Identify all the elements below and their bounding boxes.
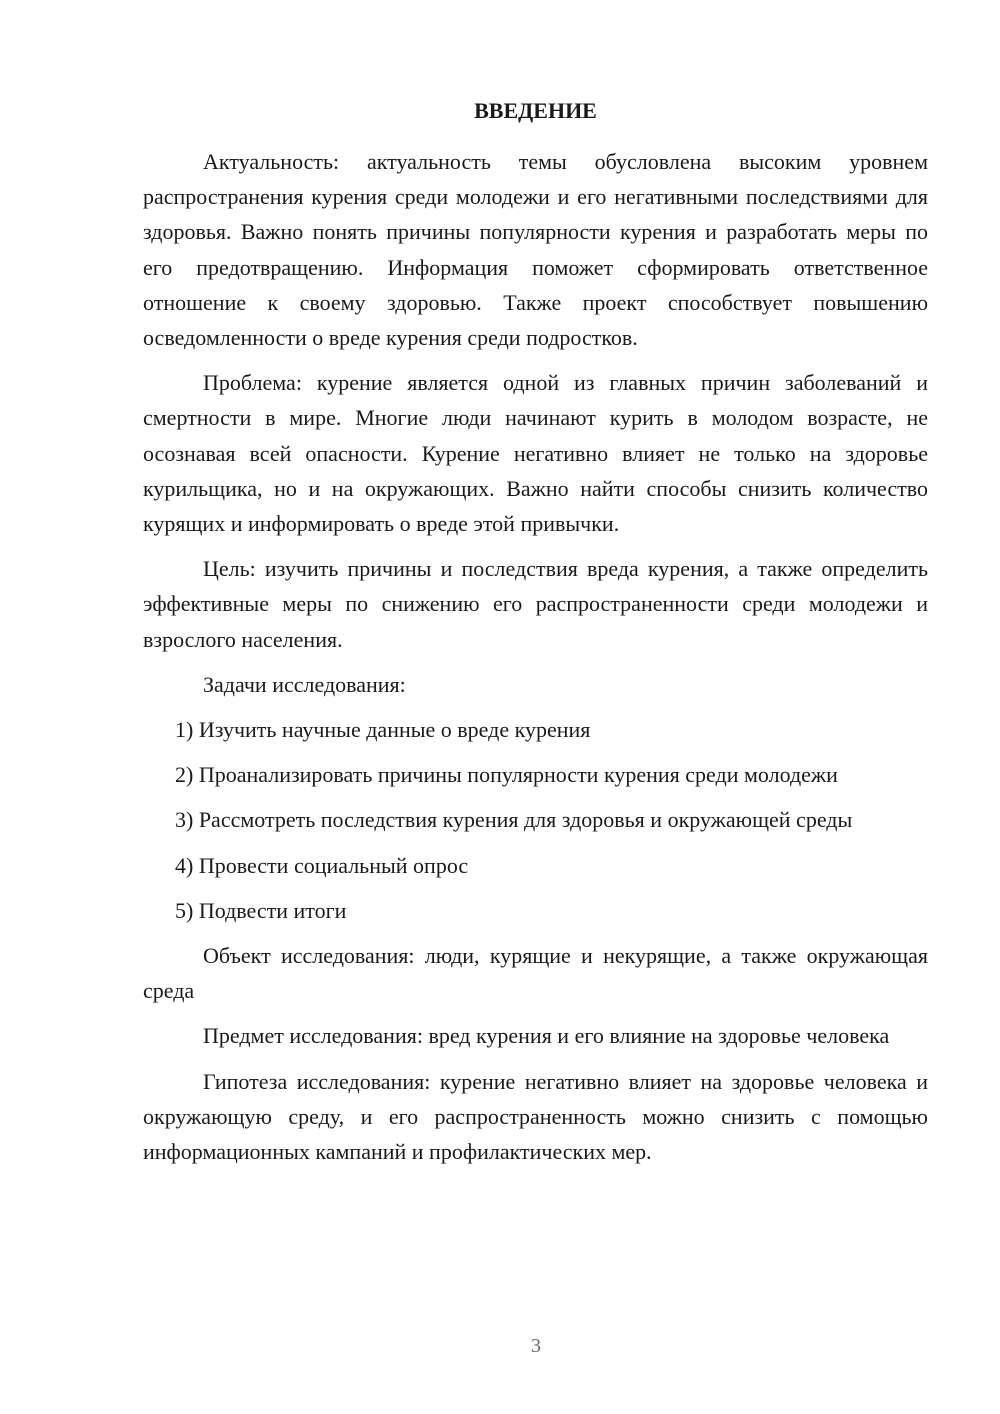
tasks-list — [143, 712, 928, 928]
list-item: 2) Проанализировать причины популярности курения среди молодежи — [175, 762, 838, 788]
object-paragraph: Объект исследования: люди, курящие и некурящие, а также окружающая среда — [143, 943, 928, 1004]
subject-paragraph: Предмет исследования: вред курения и его влияние на здоровье человека — [203, 1023, 890, 1049]
list-item: 4) Провести социальный опрос — [175, 852, 469, 878]
section-heading: ВВЕДЕНИЕ — [474, 98, 597, 123]
list-item: 3) Рассмотреть последствия курения для здоровья и окружающей среды — [175, 807, 853, 833]
tasks-title: Задачи исследования: — [203, 671, 406, 697]
hypothesis-paragraph: Гипотеза исследования: курение негативно влияет на здоровье человека и окружающую среду, и его распространенность можно снизить с помощью информационных кампаний и профилактических мер. — [143, 1068, 928, 1165]
list-item: 5) Подвести итоги — [175, 897, 347, 923]
document-page — [143, 96, 928, 1179]
relevance-paragraph: Актуальность: актуальность темы обусловлена высоким уровнем распространения курения среди молодежи и его негативными последствиями для здоровья. Важно понять причины популярности курения и разработать меры по его предотвращению. Информация поможет сформировать ответственное отношение к своему здоровью. Также проект способствует повышению осведомленности о вреде курения среди подростков. — [143, 149, 928, 351]
problem-paragraph: Проблема: курение является одной из главных причин заболеваний и смертности в мире. Многие люди начинают курить в молодом возрасте, не осознавая всей опасности. Курение негативно влияет не только на здоровье курильщика, но и на окружающих. Важно найти способы снизить количество курящих и информировать о вреде этой привычки. — [143, 370, 928, 537]
page-number: 3 — [531, 1335, 541, 1357]
goal-paragraph: Цель: изучить причины и последствия вреда курения, а также определить эффективные меры по снижению его распространенности среди молодежи и взрослого населения. — [143, 556, 928, 652]
list-item: 1) Изучить научные данные о вреде курения — [175, 717, 591, 743]
